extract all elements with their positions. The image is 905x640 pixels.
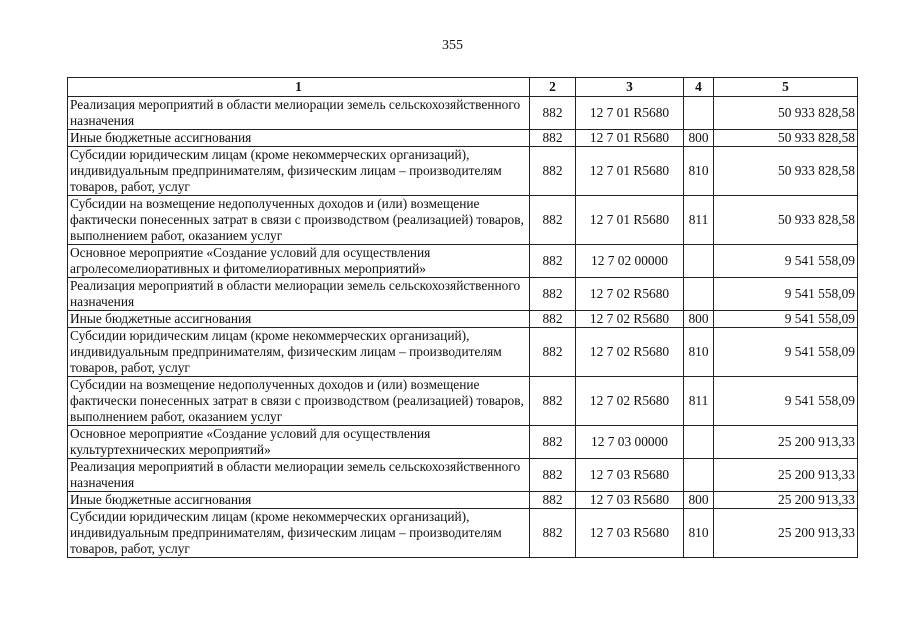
table-row bbox=[68, 245, 858, 278]
row-admin-code-cell: 882 bbox=[530, 377, 576, 426]
row-admin-code-cell: 882 bbox=[530, 328, 576, 377]
row-amount-cell: 50 933 828,58 bbox=[714, 147, 858, 196]
table-row bbox=[68, 147, 858, 196]
row-target-code-cell: 12 7 02 R5680 bbox=[576, 311, 684, 328]
row-target-code-cell: 12 7 01 R5680 bbox=[576, 97, 684, 130]
row-name-cell: Субсидии на возмещение недополученных доходов и (или) возмещение фактически понесенных затрат в связи с производством (реализацией) товаров, выполнением работ, оказанием услуг bbox=[68, 377, 530, 426]
row-amount-cell: 25 200 913,33 bbox=[714, 426, 858, 459]
table-row bbox=[68, 459, 858, 492]
row-name-cell: Иные бюджетные ассигнования bbox=[68, 130, 530, 147]
table-row bbox=[68, 426, 858, 459]
row-name-cell: Основное мероприятие «Создание условий для осуществления агролесомелиоративных и фитомелиоративных мероприятий» bbox=[68, 245, 530, 278]
table-row bbox=[68, 311, 858, 328]
row-amount-cell: 25 200 913,33 bbox=[714, 492, 858, 509]
row-expense-type-cell: 811 bbox=[684, 377, 714, 426]
row-expense-type-cell bbox=[684, 245, 714, 278]
row-expense-type-cell: 810 bbox=[684, 147, 714, 196]
row-expense-type-cell bbox=[684, 459, 714, 492]
row-amount-cell: 50 933 828,58 bbox=[714, 130, 858, 147]
header-col-1: 1 bbox=[68, 78, 530, 97]
row-name-cell: Субсидии юридическим лицам (кроме некоммерческих организаций), индивидуальным предпринимателям, физическим лицам – производителям товаров, работ, услуг bbox=[68, 328, 530, 377]
row-amount-cell: 9 541 558,09 bbox=[714, 328, 858, 377]
row-target-code-cell: 12 7 02 00000 bbox=[576, 245, 684, 278]
row-name-cell: Субсидии юридическим лицам (кроме некоммерческих организаций), индивидуальным предпринимателям, физическим лицам – производителям товаров, работ, услуг bbox=[68, 509, 530, 558]
row-expense-type-cell bbox=[684, 426, 714, 459]
row-expense-type-cell: 811 bbox=[684, 196, 714, 245]
table-row bbox=[68, 509, 858, 558]
row-admin-code-cell: 882 bbox=[530, 278, 576, 311]
row-target-code-cell: 12 7 03 R5680 bbox=[576, 459, 684, 492]
row-admin-code-cell: 882 bbox=[530, 492, 576, 509]
row-amount-cell: 50 933 828,58 bbox=[714, 196, 858, 245]
table-row bbox=[68, 97, 858, 130]
row-admin-code-cell: 882 bbox=[530, 130, 576, 147]
row-target-code-cell: 12 7 02 R5680 bbox=[576, 328, 684, 377]
header-col-2: 2 bbox=[530, 78, 576, 97]
row-name-cell: Субсидии юридическим лицам (кроме некоммерческих организаций), индивидуальным предпринимателям, физическим лицам – производителям товаров, работ, услуг bbox=[68, 147, 530, 196]
row-amount-cell: 9 541 558,09 bbox=[714, 278, 858, 311]
table-row bbox=[68, 377, 858, 426]
row-amount-cell: 9 541 558,09 bbox=[714, 245, 858, 278]
row-admin-code-cell: 882 bbox=[530, 97, 576, 130]
header-col-4: 4 bbox=[684, 78, 714, 97]
row-expense-type-cell bbox=[684, 278, 714, 311]
table-header-row bbox=[68, 78, 858, 97]
row-target-code-cell: 12 7 03 R5680 bbox=[576, 509, 684, 558]
row-amount-cell: 9 541 558,09 bbox=[714, 377, 858, 426]
row-name-cell: Субсидии на возмещение недополученных доходов и (или) возмещение фактически понесенных затрат в связи с производством (реализацией) товаров, выполнением работ, оказанием услуг bbox=[68, 196, 530, 245]
page-number: 355 bbox=[442, 38, 463, 53]
row-target-code-cell: 12 7 01 R5680 bbox=[576, 130, 684, 147]
row-expense-type-cell: 810 bbox=[684, 509, 714, 558]
table-row bbox=[68, 130, 858, 147]
row-target-code-cell: 12 7 03 00000 bbox=[576, 426, 684, 459]
row-name-cell: Реализация мероприятий в области мелиорации земель сельскохозяйственного назначения bbox=[68, 97, 530, 130]
row-admin-code-cell: 882 bbox=[530, 311, 576, 328]
row-target-code-cell: 12 7 01 R5680 bbox=[576, 147, 684, 196]
header-col-3: 3 bbox=[576, 78, 684, 97]
table-row bbox=[68, 492, 858, 509]
row-amount-cell: 25 200 913,33 bbox=[714, 509, 858, 558]
row-admin-code-cell: 882 bbox=[530, 245, 576, 278]
table-row bbox=[68, 196, 858, 245]
row-admin-code-cell: 882 bbox=[530, 147, 576, 196]
row-amount-cell: 50 933 828,58 bbox=[714, 97, 858, 130]
row-amount-cell: 9 541 558,09 bbox=[714, 311, 858, 328]
table-row bbox=[68, 328, 858, 377]
header-col-5: 5 bbox=[714, 78, 858, 97]
row-target-code-cell: 12 7 03 R5680 bbox=[576, 492, 684, 509]
row-name-cell: Иные бюджетные ассигнования bbox=[68, 492, 530, 509]
row-expense-type-cell bbox=[684, 97, 714, 130]
row-expense-type-cell: 800 bbox=[684, 311, 714, 328]
row-target-code-cell: 12 7 02 R5680 bbox=[576, 377, 684, 426]
row-admin-code-cell: 882 bbox=[530, 509, 576, 558]
row-expense-type-cell: 800 bbox=[684, 492, 714, 509]
row-name-cell: Реализация мероприятий в области мелиорации земель сельскохозяйственного назначения bbox=[68, 278, 530, 311]
row-target-code-cell: 12 7 02 R5680 bbox=[576, 278, 684, 311]
row-expense-type-cell: 810 bbox=[684, 328, 714, 377]
row-admin-code-cell: 882 bbox=[530, 426, 576, 459]
budget-table bbox=[67, 77, 858, 558]
row-name-cell: Основное мероприятие «Создание условий для осуществления культуртехнических мероприятий» bbox=[68, 426, 530, 459]
row-name-cell: Иные бюджетные ассигнования bbox=[68, 311, 530, 328]
table-row bbox=[68, 278, 858, 311]
row-target-code-cell: 12 7 01 R5680 bbox=[576, 196, 684, 245]
row-admin-code-cell: 882 bbox=[530, 196, 576, 245]
table-body bbox=[68, 97, 858, 558]
row-name-cell: Реализация мероприятий в области мелиорации земель сельскохозяйственного назначения bbox=[68, 459, 530, 492]
row-expense-type-cell: 800 bbox=[684, 130, 714, 147]
row-admin-code-cell: 882 bbox=[530, 459, 576, 492]
row-amount-cell: 25 200 913,33 bbox=[714, 459, 858, 492]
